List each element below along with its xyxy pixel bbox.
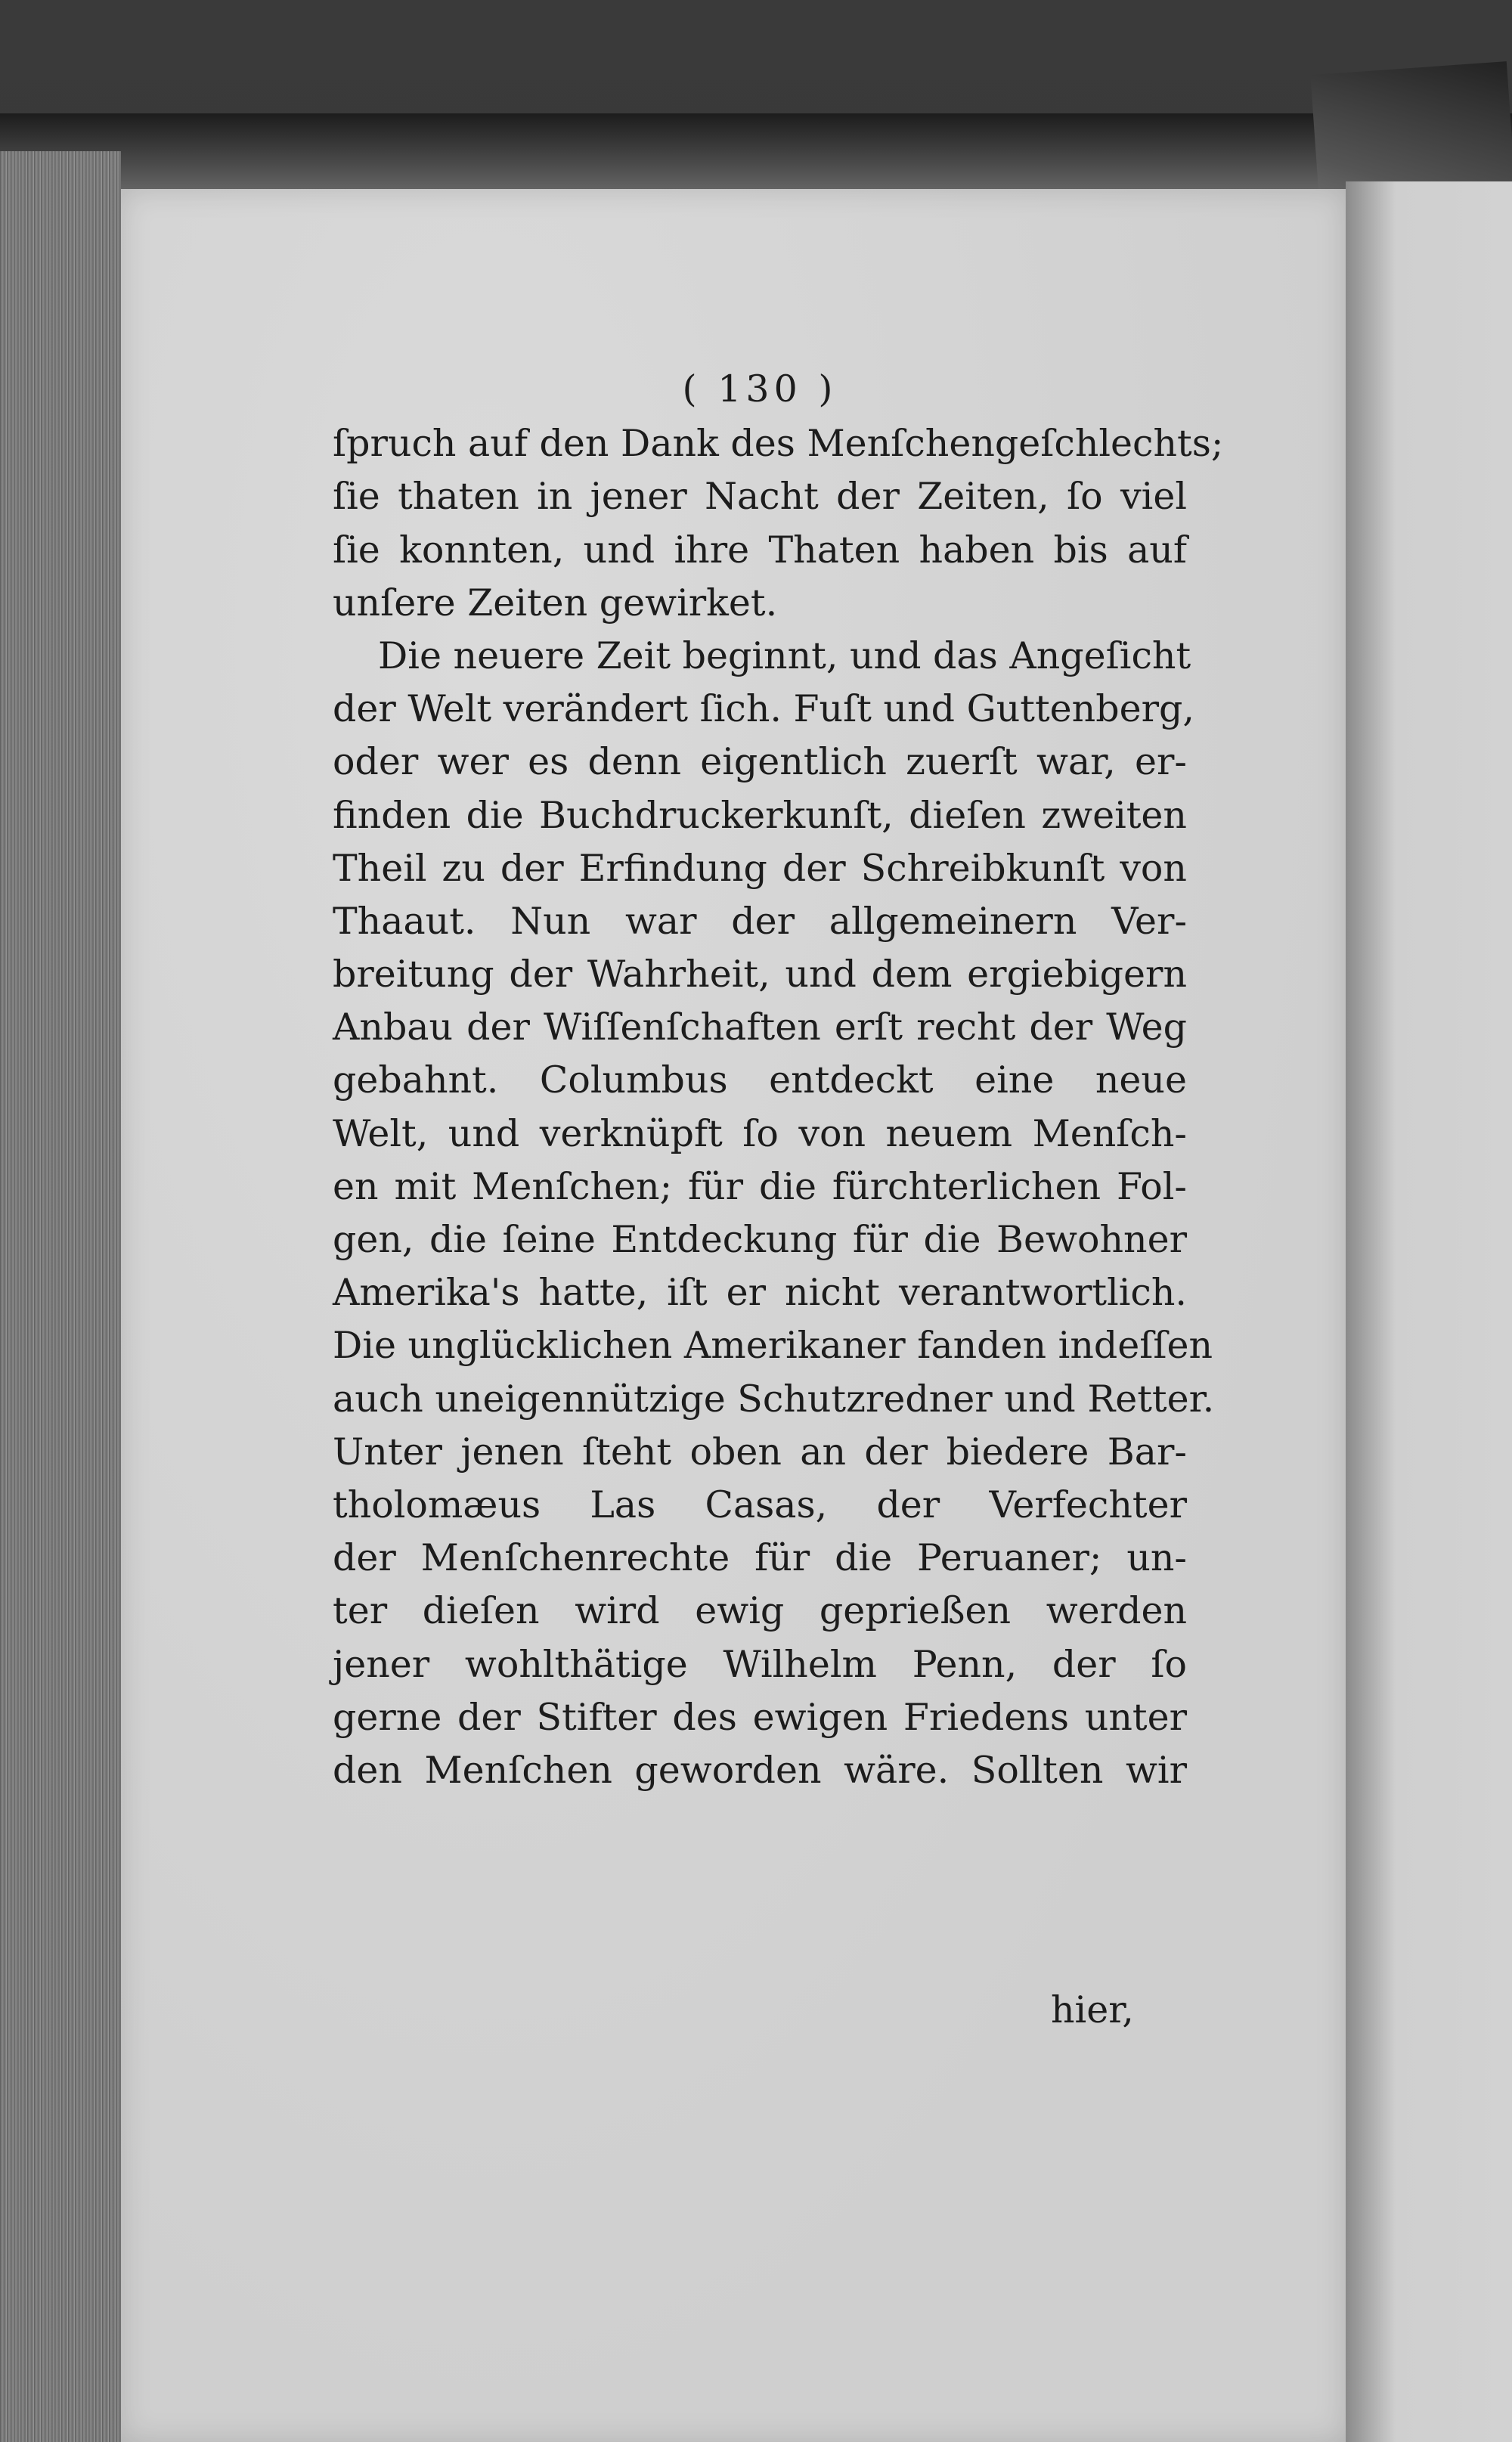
text-line: auch uneigennützige Schutzredner und Retter. bbox=[333, 1377, 1215, 1421]
text-line: breitung der Wahrheit, und dem ergiebigern bbox=[333, 953, 1187, 996]
text-line: der Welt verändert ſich. Fuſt und Guttenberg, bbox=[333, 687, 1194, 731]
page-stack-edges bbox=[0, 151, 121, 2442]
text-line: Unter jenen ſteht oben an der biedere Bar- bbox=[333, 1430, 1187, 1474]
text-line: unſere Zeiten gewirket. bbox=[333, 581, 778, 624]
text-line: ſie konnten, und ihre Thaten haben bis auf bbox=[333, 528, 1187, 572]
text-line: Welt, und verknüpft ſo von neuem Menſch- bbox=[333, 1111, 1187, 1155]
text-line: finden die Buchdruckerkunſt, dieſen zweiten bbox=[333, 793, 1187, 837]
book-cover-top-edge bbox=[0, 113, 1512, 197]
text-line: gerne der Stifter des ewigen Friedens unter bbox=[333, 1695, 1187, 1739]
text-line: gebahnt. Columbus entdeckt eine neue bbox=[333, 1058, 1187, 1102]
text-line: Die neuere Zeit beginnt, und das Angeſicht bbox=[378, 634, 1191, 677]
page-number-header: ( 130 ) bbox=[682, 367, 838, 411]
text-line: gen, die ſeine Entdeckung für die Bewohner bbox=[333, 1218, 1187, 1262]
text-line: Die unglücklichen Amerikaner fanden indeſſen bbox=[333, 1324, 1213, 1368]
facing-page-gutter bbox=[1346, 181, 1512, 2442]
text-line: ſie thaten in jener Nacht der Zeiten, ſo viel bbox=[333, 475, 1187, 519]
text-line: den Menſchen geworden wäre. Sollten wir bbox=[333, 1748, 1187, 1792]
text-line: Anbau der Wiſſenſchaften erſt recht der Weg bbox=[333, 1006, 1187, 1049]
text-line: der Menſchenrechte für die Peruaner; un- bbox=[333, 1536, 1187, 1580]
text-line: tholomæus Las Casas, der Verfechter bbox=[333, 1483, 1187, 1526]
text-line: ter dieſen wird ewig geprießen werden bbox=[333, 1589, 1187, 1633]
text-line: oder wer es denn eigentlich zuerſt war, er- bbox=[333, 740, 1187, 784]
text-line: en mit Menſchen; für die fürchterlichen Fol- bbox=[333, 1164, 1187, 1208]
text-line: ſpruch auf den Dank des Menſchengeſchlechts; bbox=[333, 422, 1224, 466]
catchword: hier, bbox=[1051, 1988, 1134, 2031]
text-line: Amerika's hatte, iſt er nicht verantwortlich. bbox=[333, 1271, 1187, 1315]
text-line: Thaaut. Nun war der allgemeinern Ver- bbox=[333, 899, 1187, 943]
text-line: Theil zu der Erfindung der Schreibkunſt von bbox=[333, 846, 1187, 890]
text-line: jener wohlthätige Wilhelm Penn, der ſo bbox=[333, 1642, 1187, 1686]
page-text-block bbox=[333, 363, 1224, 1797]
